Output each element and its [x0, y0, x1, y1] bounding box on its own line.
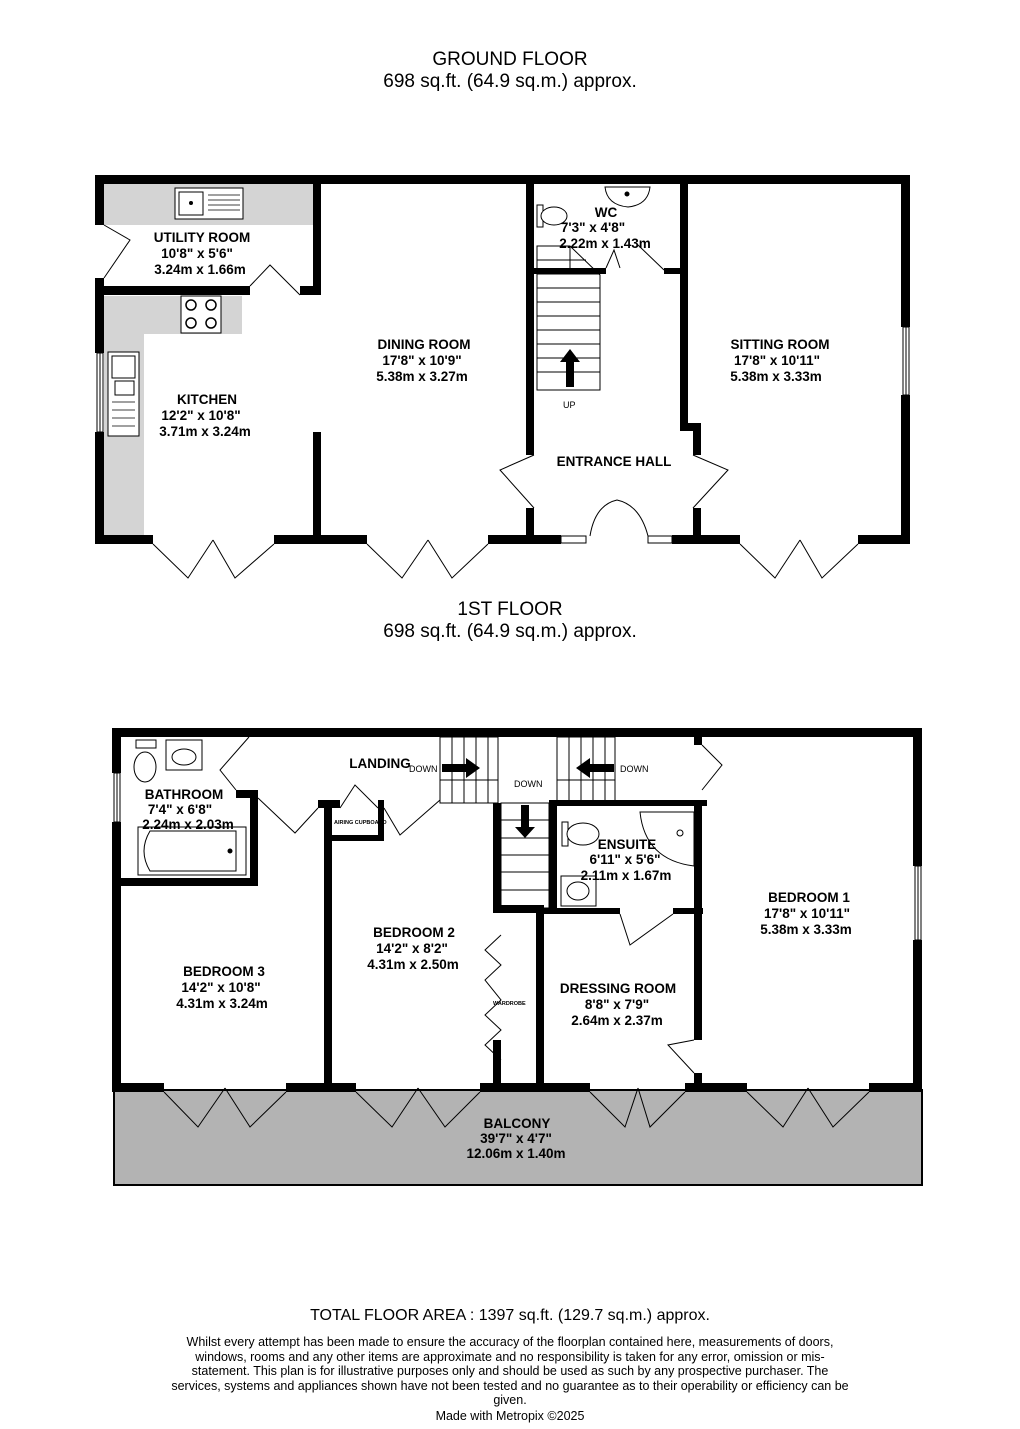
sitting-room-metric: 5.38m x 3.33m [730, 369, 822, 384]
bedroom1-name: BEDROOM 1 [768, 890, 850, 905]
balcony-name: BALCONY [483, 1116, 551, 1131]
wc-imperial: 7'3" x 4'8" [560, 220, 626, 235]
ground-floor-plan [95, 175, 910, 578]
sitting-room-name: SITTING ROOM [730, 337, 830, 352]
balcony-metric: 12.06m x 1.40m [466, 1146, 566, 1161]
bedroom1-metric: 5.38m x 3.33m [760, 922, 852, 937]
balcony-imperial: 39'7" x 4'7" [480, 1131, 552, 1146]
hall-window-left [561, 536, 586, 543]
up-arrow-icon [560, 349, 580, 387]
dressing-room-imperial: 8'8" x 7'9" [584, 997, 650, 1012]
disclaimer-text: Whilst every attempt has been made to ensure the accuracy of the floorplan contained here, measurements of doors, windows, rooms and any other items are approximate and no responsibility is taken for any error, omission or mis-statement. This plan is for illustrative purposes only and should be used as such by any prospective purchaser. The services, systems and appliances shown have not been tested and no guarantee as to their operability or efficiency can be given. [171, 1335, 849, 1407]
ensuite-metric: 2.11m x 1.67m [580, 868, 672, 883]
dining-room-imperial: 17'8" x 10'9" [382, 353, 462, 368]
down-arrow-icon-left [442, 758, 480, 778]
first-floor-area: 698 sq.ft. (64.9 sq.m.) approx. [383, 621, 637, 642]
airing-cupboard-label: AIRING CUPBOARD [334, 820, 387, 826]
dining-room-metric: 5.38m x 3.27m [376, 369, 468, 384]
sitting-room-imperial: 17'8" x 10'11" [733, 353, 821, 368]
bathroom-name: BATHROOM [144, 787, 224, 802]
down-arrow-icon-right [576, 758, 614, 778]
dining-room-name: DINING ROOM [377, 337, 471, 352]
kitchen-hob [181, 296, 221, 333]
wc-metric: 2.22m x 1.43m [559, 236, 651, 251]
dressing-room-name: DRESSING ROOM [559, 981, 677, 996]
bedroom3-name: BEDROOM 3 [183, 964, 265, 979]
bedroom1-imperial: 17'8" x 10'11" [763, 906, 851, 921]
utility-room-metric: 3.24m x 1.66m [154, 262, 246, 277]
down-arrow-icon-center [515, 805, 535, 838]
down-label-right: DOWN [620, 764, 649, 774]
entrance-hall-name: ENTRANCE HALL [556, 454, 672, 469]
ground-floor-title: GROUND FLOOR [432, 49, 588, 70]
bedroom2-name: BEDROOM 2 [373, 925, 455, 940]
bathroom-metric: 2.24m x 2.03m [142, 817, 234, 832]
kitchen-sink [108, 352, 139, 436]
down-label-left: DOWN [409, 764, 438, 774]
landing-name: LANDING [349, 756, 411, 771]
utility-sink [175, 188, 243, 219]
kitchen-imperial: 12'2" x 10'8" [161, 408, 241, 423]
down-label-center: DOWN [514, 779, 543, 789]
total-floor-area: TOTAL FLOOR AREA : 1397 sq.ft. (129.7 sq.m.) approx. [310, 1307, 710, 1324]
kitchen-name: KITCHEN [177, 392, 237, 407]
ground-floor-area: 698 sq.ft. (64.9 sq.m.) approx. [383, 71, 637, 92]
utility-room-name: UTILITY ROOM [153, 230, 251, 245]
bedroom2-imperial: 14'2" x 8'2" [376, 941, 448, 956]
bedroom3-metric: 4.31m x 3.24m [176, 996, 268, 1011]
bathroom-imperial: 7'4" x 6'8" [147, 802, 213, 817]
wardrobe-label: WARDROBE [493, 1001, 526, 1007]
stair-up-label: UP [563, 400, 576, 410]
bedroom3-imperial: 14'2" x 10'8" [181, 980, 261, 995]
first-floor-plan [112, 728, 922, 1185]
dressing-room-metric: 2.64m x 2.37m [571, 1013, 663, 1028]
ensuite-imperial: 6'11" x 5'6" [589, 852, 661, 867]
bedroom2-metric: 4.31m x 2.50m [367, 957, 459, 972]
wc-name: WC [594, 205, 618, 220]
kitchen-metric: 3.71m x 3.24m [159, 424, 251, 439]
hall-window-right [648, 536, 672, 543]
utility-room-imperial: 10'8" x 5'6" [161, 246, 233, 261]
made-with-credit: Made with Metropix ©2025 [435, 1409, 585, 1423]
ensuite-name: ENSUITE [597, 837, 657, 852]
first-floor-title: 1ST FLOOR [457, 599, 563, 620]
